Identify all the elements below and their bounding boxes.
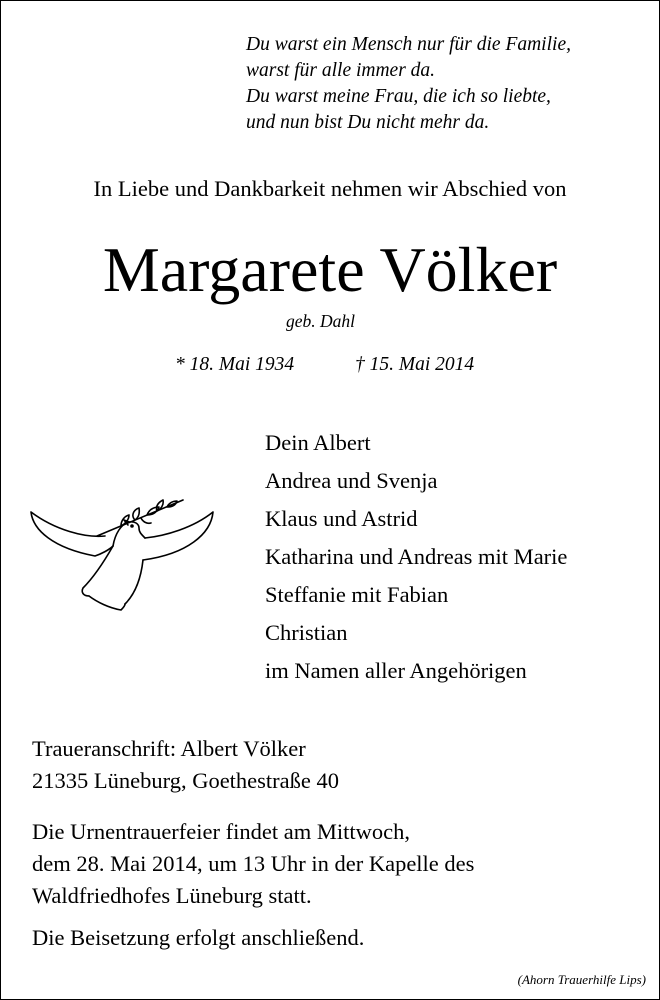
poem-line: und nun bist Du nicht mehr da. (246, 112, 490, 133)
poem-line: warst für alle immer da. (246, 60, 436, 81)
burial-note: Die Beisetzung erfolgt anschließend. (32, 925, 365, 950)
death-date: † 15. Mai 2014 (355, 354, 475, 375)
farewell-intro: In Liebe und Dankbarkeit nehmen wir Abschied von (93, 176, 567, 201)
mourners-list (265, 424, 567, 690)
mourner: im Namen aller Angehörigen (265, 658, 527, 683)
service-details (32, 816, 474, 912)
mourner: Klaus und Astrid (265, 506, 418, 531)
address-line: 21335 Lüneburg, Goethestraße 40 (32, 768, 340, 793)
funeral-home-credit: (Ahorn Trauerhilfe Lips) (517, 972, 646, 987)
poem-line: Du warst meine Frau, die ich so liebte, (246, 86, 551, 107)
poem (246, 32, 571, 136)
service-line: dem 28. Mai 2014, um 13 Uhr in der Kapelle des (32, 851, 475, 876)
mourner: Christian (265, 620, 348, 645)
maiden-name: geb. Dahl (286, 311, 356, 331)
mourner: Dein Albert (265, 430, 371, 455)
service-line: Die Urnentrauerfeier findet am Mittwoch, (32, 819, 410, 844)
mourner: Katharina und Andreas mit Marie (265, 544, 568, 569)
service-line: Waldfriedhofes Lüneburg statt. (32, 883, 312, 908)
mourning-address (32, 733, 339, 797)
mourner: Steffanie mit Fabian (265, 582, 449, 607)
dove-with-olive-branch-icon (25, 498, 220, 618)
address-line: Traueranschrift: Albert Völker (32, 736, 306, 761)
poem-line: Du warst ein Mensch nur für die Familie, (246, 34, 571, 55)
birth-date: * 18. Mai 1934 (175, 354, 295, 375)
mourner: Andrea und Svenja (265, 468, 438, 493)
deceased-name: Margarete Völker (102, 234, 558, 305)
